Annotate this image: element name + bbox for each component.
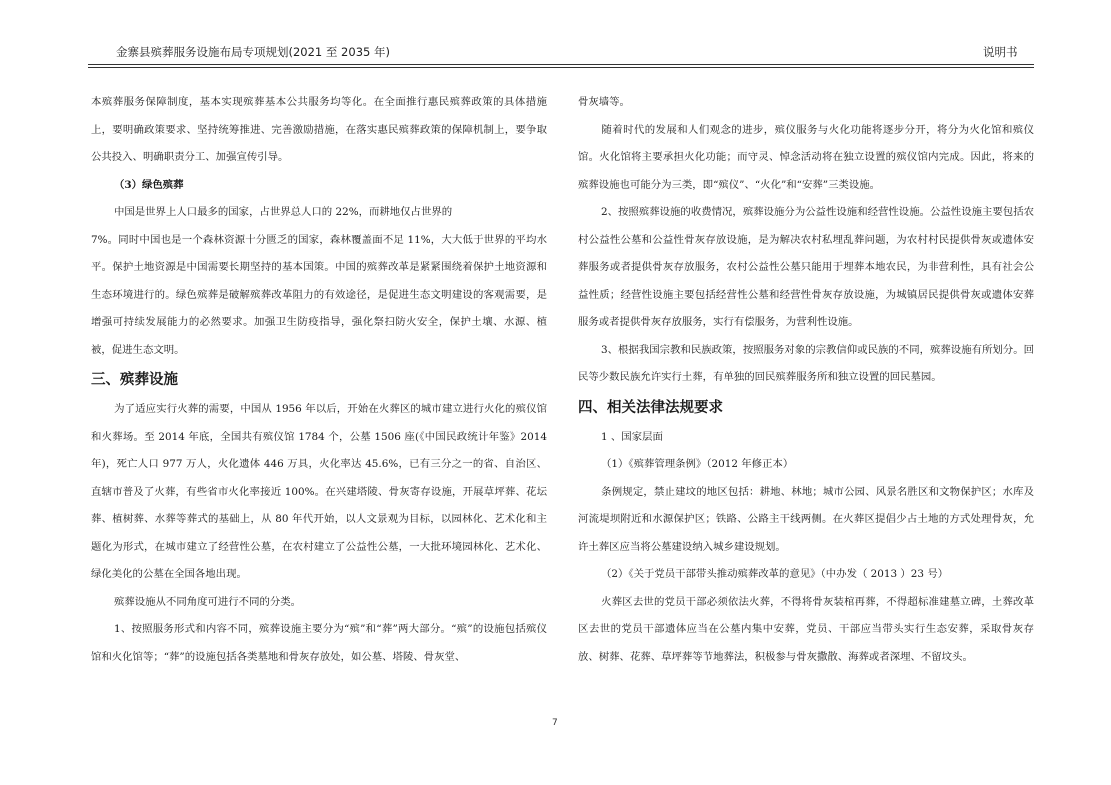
page-number: 7 xyxy=(552,718,558,728)
paragraph-left-2a: 中国是世界上人口最多的国家，占世界总人口的 22%，而耕地仅占世界的 xyxy=(114,206,453,218)
paragraph-right-2: 2、按照殡葬设施的收费情况，殡葬设施分为公益性设施和经营性设施。公益性设施主要包括农村公益性公墓和公益性骨灰存放设施，是为解决农村私埋乱葬问题，为农村村民提供骨灰或遗体安葬服务或者提供骨灰存放服务，农村公益性公墓只能用于埋葬本地农民，为非营利性，具有社会公益性质；经营性设施主要包括经营性公墓和经营性骨灰存放设施，为城镇居民提供骨灰或遗体安葬服务或者提供骨灰存放服务，实行有偿服务，为营利性设施。 xyxy=(578,206,1034,328)
paragraph-right-7: （2）《关于党员干部带头推动殡葬改革的意见》（中办发（ 2013 ）23 号） xyxy=(601,568,949,580)
paragraph-right-5: （1）《殡葬管理条例》（2012 年修正本） xyxy=(601,458,794,470)
paragraph-left-3: 为了适应实行火葬的需要，中国从 1956 年以后，开始在火葬区的城市建立进行火化的殡仪馆和火葬场。至 2014 年底，全国共有殡仪馆 1784 个，公墓 1506 座(《中国民政统计年鉴》2014 年)，死亡人口 977 万人，火化遗体 446 万具，火化率达 45.6%，已有三分之一的省、自治区、直辖市普及了火葬，有些省市火化率接近 100%。在兴建塔陵、骨灰寄存设施，开展草坪葬、花坛葬、植树葬、水葬等葬式的基础上，从 80 年代开始，以人文景观为目标，以园林化、艺术化和主题化为形式，在城市建立了经营性公墓，在农村建立了公益性公墓，一大批环境园林化、艺术化、绿化美化的公墓在全国各地出现。 xyxy=(91,403,547,580)
paragraph-left-5: 1、按照服务形式和内容不同，殡葬设施主要分为“殡”和“葬”两大部分。“殡”的设施包括殡仪馆和火化馆等；“葬”的设施包括各类墓地和骨灰存放处，如公墓、塔陵、骨灰堂、 xyxy=(91,623,547,663)
header-rule-thin xyxy=(88,64,1034,65)
paragraph-right-6: 条例规定，禁止建坟的地区包括：耕地、林地；城市公园、风景名胜区和文物保护区；水库及河流堤坝附近和水源保护区；铁路、公路主干线两侧。在火葬区提倡少占土地的方式处理骨灰，允许土葬区应当将公墓建设纳入城乡建设规划。 xyxy=(578,485,1034,553)
paragraph-left-2b: 7%。同时中国也是一个森林资源十分匮乏的国家，森林覆盖面不足 11%，大大低于世界的平均水平。保护土地资源是中国需要长期坚持的基本国策。中国的殡葬改革是紧紧围绕着保护土地资源和生态环境进行的。绿色殡葬是破解殡葬改革阻力的有效途径，是促进生态文明建设的客观需要，是增强可持续发展能力的必然要求。加强卫生防疫指导，强化祭扫防火安全，保护土壤、水源、植被，促进生态文明。 xyxy=(91,233,547,356)
paragraph-right-1: 随着时代的发展和人们观念的进步，殡仪服务与火化功能将逐步分开，将分为火化馆和殡仪馆。火化馆将主要承担火化功能；而守灵、悼念活动将在独立设置的殡仪馆内完成。因此，将来的殡葬设施也可能分为三类，即“殡仪”、“火化”和“安葬”三类设施。 xyxy=(578,123,1034,191)
paragraph-right-0: 骨灰墙等。 xyxy=(578,96,630,108)
heading-green-burial: （3）绿色殡葬 xyxy=(114,178,184,191)
paragraph-right-3: 3、根据我国宗教和民族政策，按照服务对象的宗教信仰或民族的不同，殡葬设施有所划分。回民等少数民族允许实行土葬，有单独的回民殡葬服务所和独立设置的回民墓园。 xyxy=(578,343,1034,383)
right-column xyxy=(578,89,1034,671)
paragraph-right-8: 火葬区去世的党员干部必须依法火葬，不得将骨灰装棺再葬，不得超标准建墓立碑，土葬改革区去世的党员干部遗体应当在公墓内集中安葬，党员、干部应当带头实行生态安葬，采取骨灰存放、树葬、花葬、草坪葬等节地葬法，积极参与骨灰撒散、海葬或者深埋、不留坟头。 xyxy=(578,595,1034,663)
header-title: 金寨县殡葬服务设施布局专项规划(2021 至 2035 年) xyxy=(116,45,390,59)
heading-funeral-facilities: 三、殡葬设施 xyxy=(91,372,178,388)
heading-laws-regulations: 四、相关法律法规要求 xyxy=(578,399,723,416)
paragraph-left-4: 殡葬设施从不同角度可进行不同的分类。 xyxy=(114,595,302,608)
header-doc-type: 说明书 xyxy=(983,45,1018,59)
paragraph-left-1: 本殡葬服务保障制度，基本实现殡葬基本公共服务均等化。在全面推行惠民殡葬政策的具体措施上，要明确政策要求、坚持统筹推进、完善激励措施，在落实惠民殡葬政策的保障机制上，要争取公共投入、明确职责分工、加强宣传引导。 xyxy=(91,96,547,163)
left-column xyxy=(91,89,547,671)
paragraph-right-4: 1 、国家层面 xyxy=(601,430,663,443)
header-rule-thick xyxy=(88,67,1034,68)
